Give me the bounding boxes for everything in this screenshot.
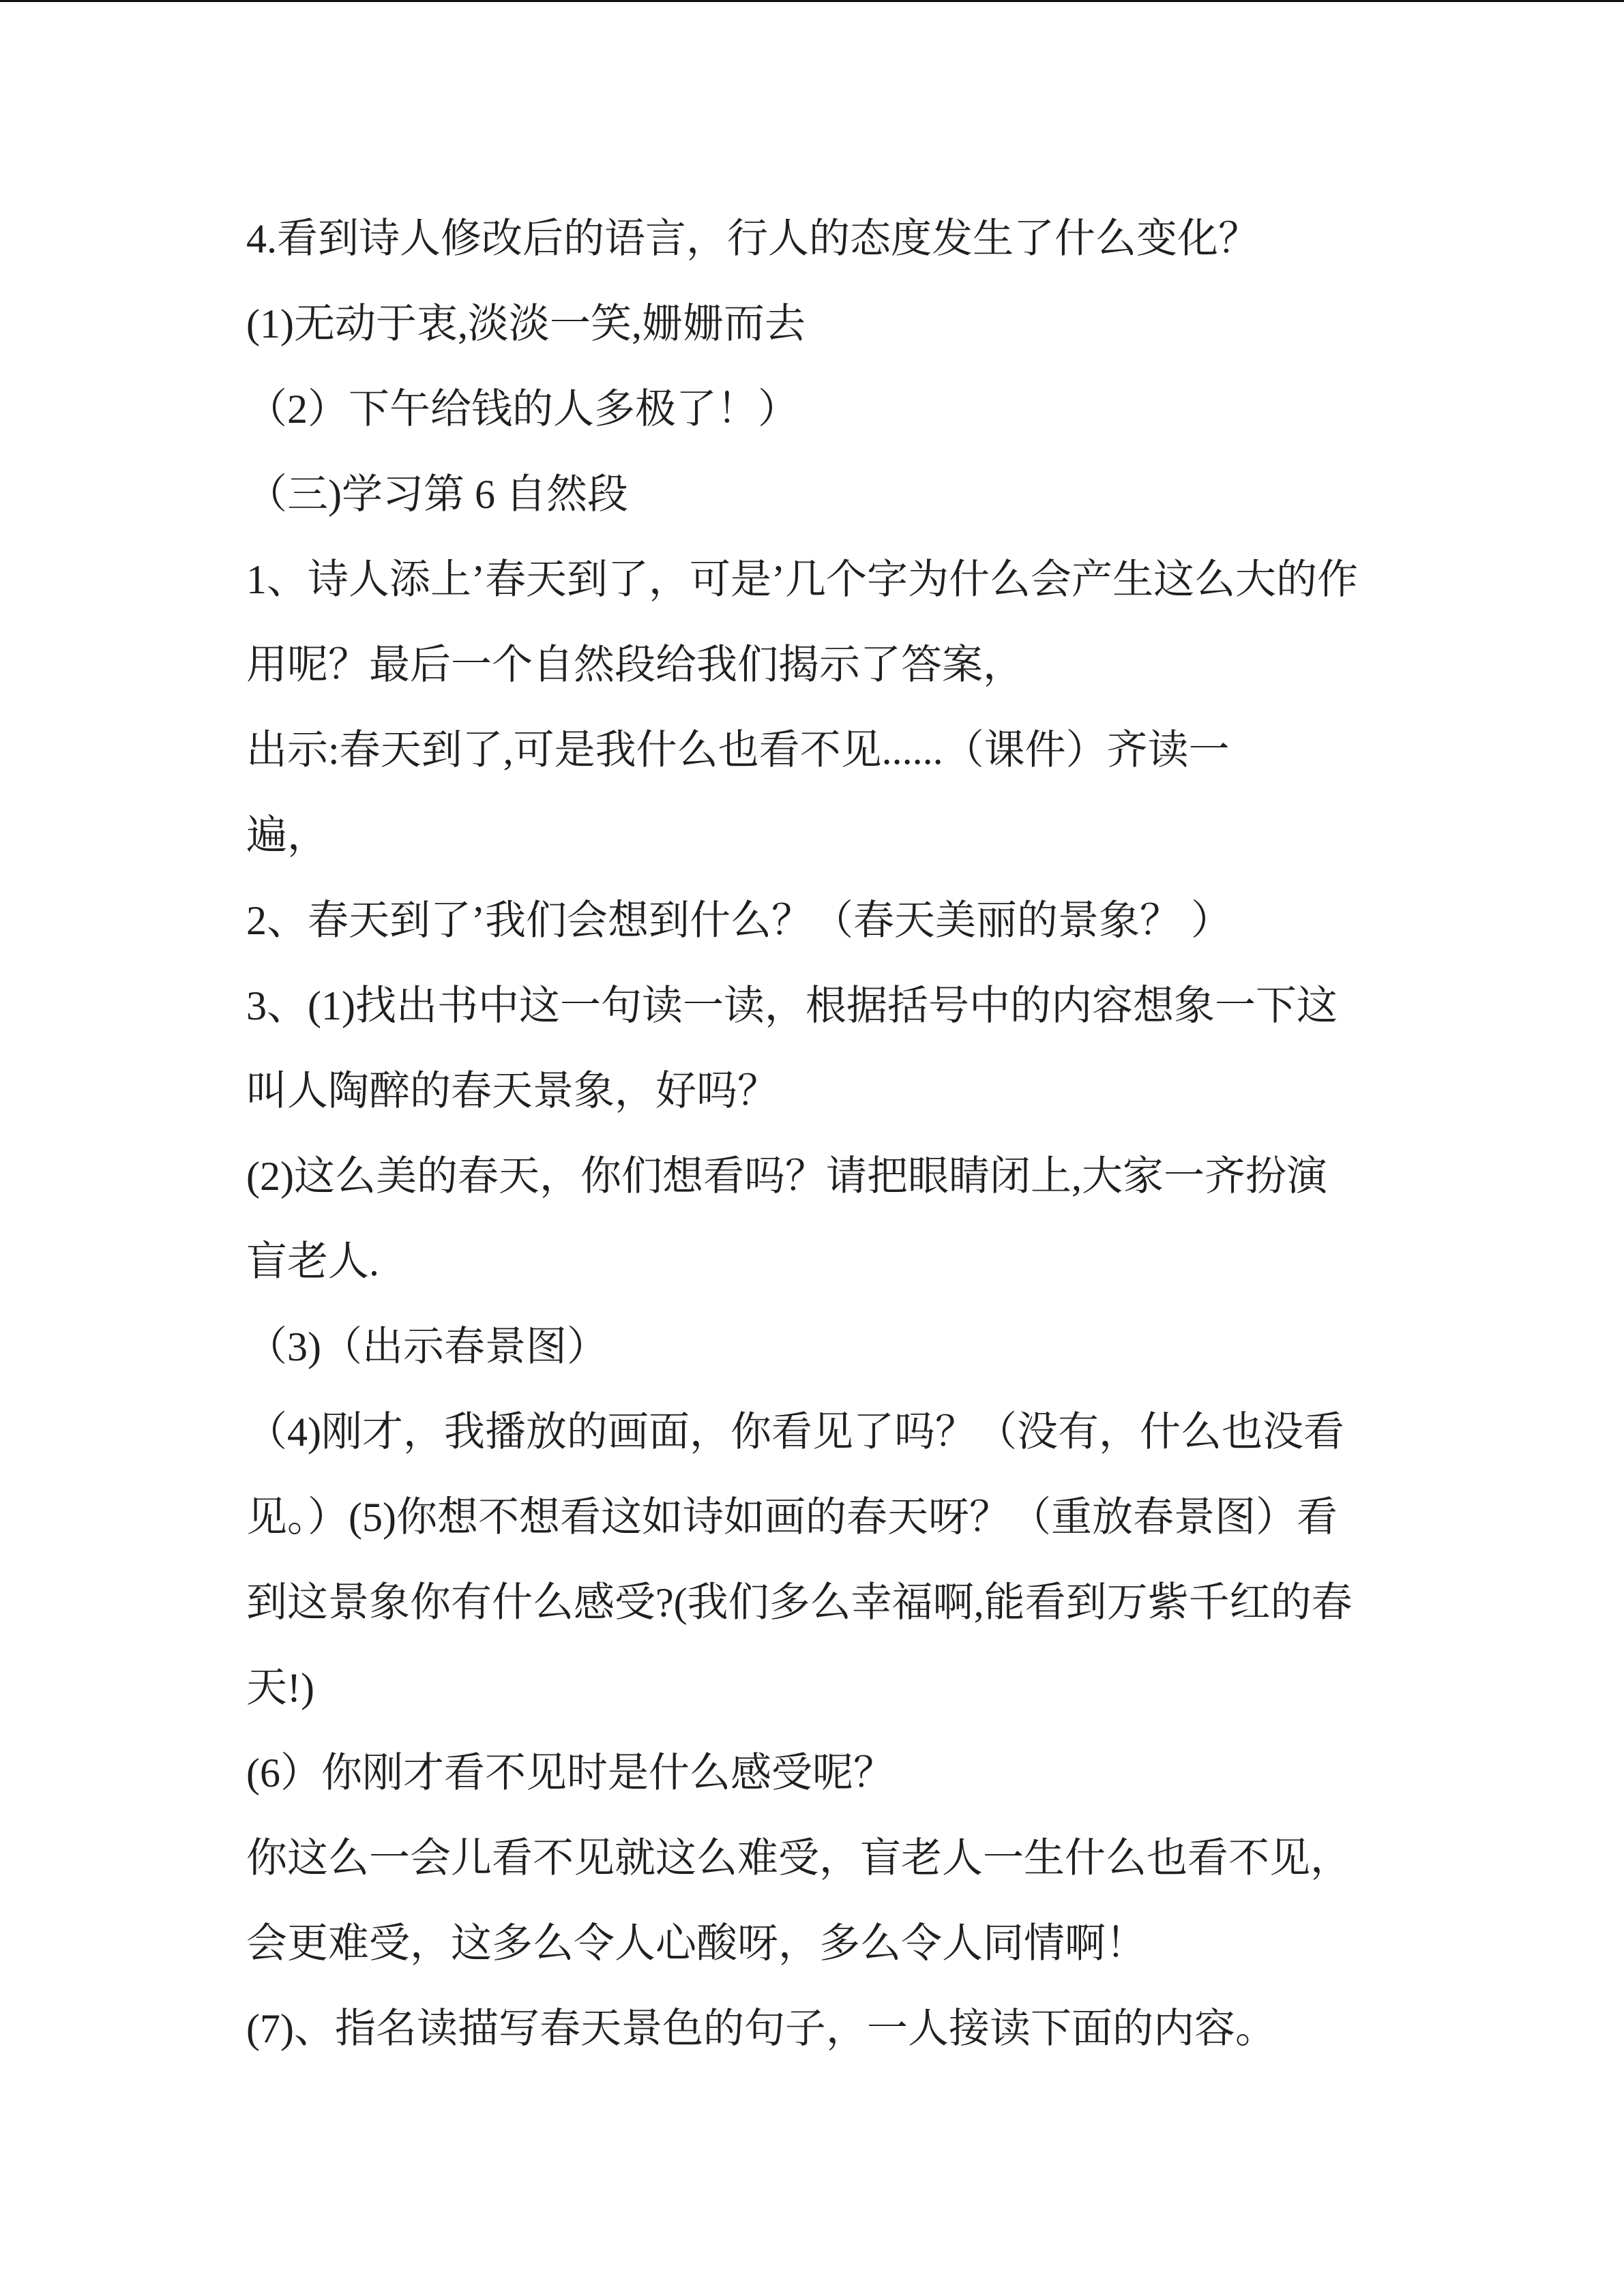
- paragraph-line: 2、春天到了’我们会想到什么？（春天美丽的景象？ ）: [246, 898, 1232, 943]
- paragraph-line: 盲老人.: [246, 1239, 379, 1284]
- paragraph-line: （4)刚才，我播放的画面，你看见了吗？（没有，什么也没看: [246, 1410, 1344, 1455]
- paragraph-line: 叫人陶醉的春天景象，好吗？: [246, 1069, 778, 1114]
- paragraph-line: (2)这么美的春天，你们想看吗？请把眼睛闭上,大家一齐扮演: [246, 1154, 1327, 1199]
- paragraph-line: (6）你刚才看不见时是什么感受呢？: [246, 1750, 894, 1795]
- question-4-line: 4.看到诗人修改后的语言，行人的态度发生了什么变化？: [246, 216, 1259, 261]
- paragraph-line: 用呢？最后一个自然段给我们揭示了答案，: [246, 642, 1024, 687]
- section-heading: （三)学习第 6 自然段: [246, 472, 628, 517]
- paragraph-line: 出示:春天到了,可是我什么也看不见......（课件）齐读一: [246, 728, 1230, 773]
- paragraph-line: 遍，: [246, 813, 328, 858]
- answer-1-line: (1)无动于衷,淡淡一笑,姗姗而去: [246, 301, 806, 346]
- paragraph-line: (7)、指名读描写春天景色的句子，一人接读下面的内容。: [246, 2006, 1276, 2051]
- paragraph-line: 天!): [246, 1665, 314, 1710]
- paragraph-line: 会更难受，这多么令人心酸呀，多么令人同情啊！: [246, 1921, 1147, 1966]
- paragraph-line: 见。）(5)你想不想看这如诗如画的春天呀？（重放春景图）看: [246, 1495, 1338, 1540]
- paragraph-line: 到这景象你有什么感受?(我们多么幸福啊,能看到万紫千红的春: [246, 1580, 1353, 1625]
- paragraph-line: （3)（出示春景图）: [246, 1324, 608, 1369]
- paragraph-line: 你这么一会儿看不见就这么难受，盲老人一生什么也看不见，: [246, 1836, 1351, 1881]
- paragraph-line: 3、(1)找出书中这一句读一读，根据括号中的内容想象一下这: [246, 983, 1338, 1028]
- answer-2-line: （2）下午给钱的人多极了！）: [246, 387, 799, 432]
- paragraph-line: 1、诗人添上’春天到了，可是’几个字为什么会产生这么大的作: [246, 557, 1358, 602]
